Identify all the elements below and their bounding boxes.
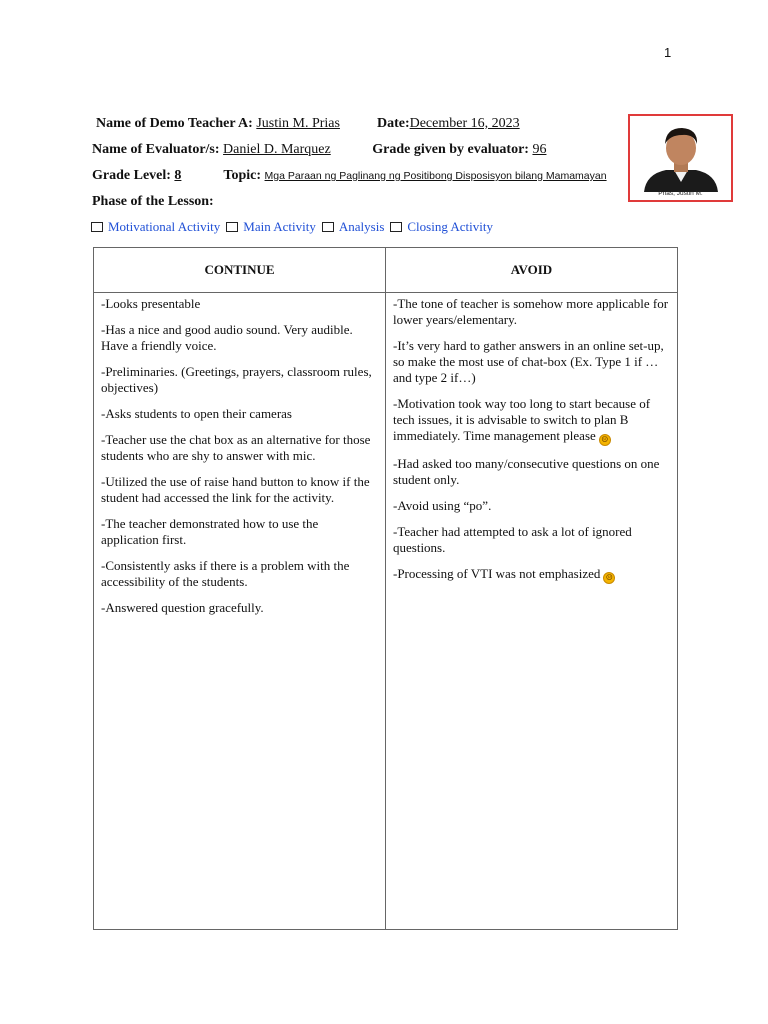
continue-item: -Looks presentable xyxy=(101,296,201,311)
sad-face-icon: ☹ xyxy=(603,572,615,584)
avoid-item: -Avoid using “po”. xyxy=(393,498,492,513)
avoid-item: -Teacher had attempted to ask a lot of ignored questions. xyxy=(393,524,632,555)
continue-item: -Has a nice and good audio sound. Very audible. Have a friendly voice. xyxy=(101,322,353,353)
continue-item: -Asks students to open their cameras xyxy=(101,406,292,421)
evaluator-label: Name of Evaluator/s: xyxy=(92,142,220,157)
portrait-image xyxy=(636,120,726,192)
avoid-item xyxy=(393,566,671,584)
grade-given-label: Grade given by evaluator: xyxy=(372,142,529,157)
phase-options xyxy=(91,219,499,235)
phase-label: Phase of the Lesson: xyxy=(92,194,214,209)
avoid-item-text: -Processing of VTI was not emphasized xyxy=(393,566,601,581)
continue-item: -Consistently asks if there is a problem with the accessibility of the students. xyxy=(101,558,350,589)
checkbox-motivational[interactable] xyxy=(91,222,103,232)
continue-header: CONTINUE xyxy=(94,248,386,293)
date-label: Date: xyxy=(376,116,410,131)
photo-caption: Prias, Justin M. xyxy=(658,190,703,197)
grade-level-label: Grade Level: xyxy=(92,168,171,183)
table-body-row xyxy=(94,293,678,930)
continue-item: -Preliminaries. (Greetings, prayers, classroom rules, objectives) xyxy=(101,364,372,395)
checkbox-analysis[interactable] xyxy=(322,222,334,232)
continue-item: -Utilized the use of raise hand button to know if the student had accessed the link for the activity. xyxy=(101,474,370,505)
avoid-item-text: -Motivation took way too long to start because of tech issues, it is advisable to switch to plan B immediately. Time management please xyxy=(393,396,651,443)
teacher-label: Name of Demo Teacher A: xyxy=(96,116,253,131)
grade-level-value: 8 xyxy=(174,168,182,183)
continue-item: -Answered question gracefully. xyxy=(101,600,264,615)
avoid-item: -It’s very hard to gather answers in an online set-up, so make the most use of chat-box (Ex. Type 1 if … and type 2 if…) xyxy=(393,338,664,385)
teacher-value: Justin M. Prias xyxy=(256,116,340,131)
teacher-row xyxy=(96,116,520,132)
teacher-photo xyxy=(628,114,733,202)
page-number: 1 xyxy=(664,45,672,60)
continue-column xyxy=(94,293,386,930)
phase-option-motivational: Motivational Activity xyxy=(108,219,221,234)
checkbox-closing[interactable] xyxy=(390,222,402,232)
avoid-item: -Had asked too many/consecutive questions on one student only. xyxy=(393,456,660,487)
checkbox-main-activity[interactable] xyxy=(226,222,238,232)
sad-face-icon: ☹ xyxy=(599,434,611,446)
phase-option-analysis: Analysis xyxy=(338,219,385,234)
avoid-item xyxy=(393,396,671,446)
evaluator-value: Daniel D. Marquez xyxy=(223,142,331,157)
phase-option-main-activity: Main Activity xyxy=(243,219,316,234)
table-header-row xyxy=(94,248,678,293)
avoid-item: -The tone of teacher is somehow more applicable for lower years/elementary. xyxy=(393,296,669,327)
continue-item: -The teacher demonstrated how to use the application first. xyxy=(101,516,319,547)
topic-label: Topic: xyxy=(223,168,262,183)
evaluator-row xyxy=(92,142,546,158)
continue-item: -Teacher use the chat box as an alternative for those students who are shy to answer with mic. xyxy=(101,432,371,463)
grade-topic-row xyxy=(92,168,607,184)
avoid-column xyxy=(386,293,678,930)
grade-given-value: 96 xyxy=(532,142,547,157)
evaluation-table xyxy=(93,247,678,930)
phase-option-closing: Closing Activity xyxy=(407,219,493,234)
date-value: December 16, 2023 xyxy=(409,116,520,131)
avoid-header: AVOID xyxy=(386,248,678,293)
topic-value: Mga Paraan ng Paglinang ng Positibong Disposisyon bilang Mamamayan xyxy=(264,170,607,182)
